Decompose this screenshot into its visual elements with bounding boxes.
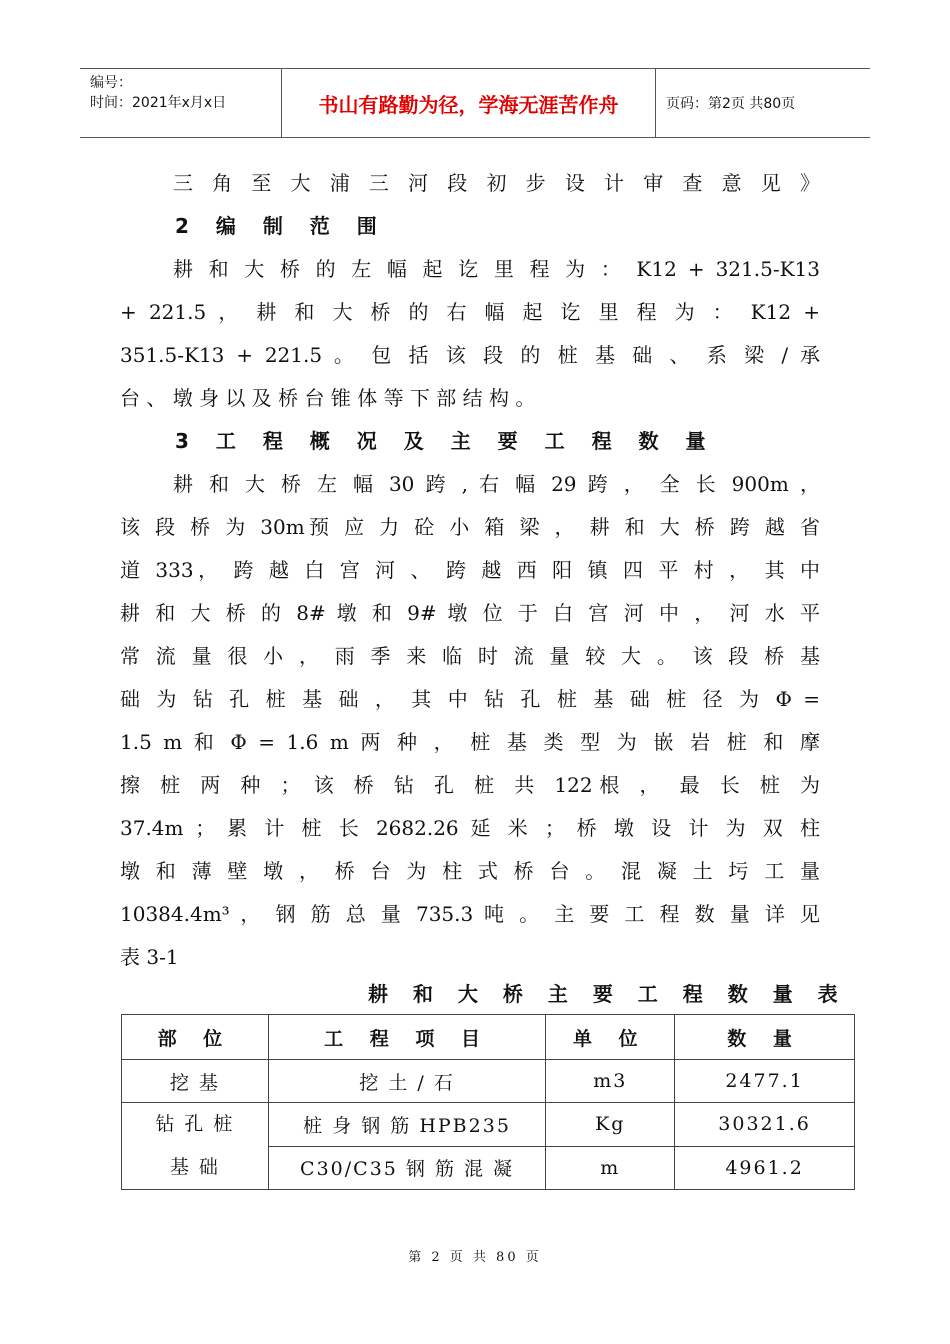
header-page-number: 页码：第2页 共80页 — [666, 96, 796, 112]
section-heading-scope: 2 编 制 范 围 — [175, 214, 387, 238]
cell-item: C30/C35 钢 筋 混 凝 — [268, 1146, 546, 1190]
header-part: 部 位 — [122, 1015, 269, 1060]
quantity-table — [121, 1014, 855, 1190]
text-line: 351.5-K13 + 221.5 。 包 括 该 段 的 桩 基 础 、 系 梁 / 承 — [120, 343, 820, 367]
text-line: + 221.5 ， 耕 和 大 桥 的 右 幅 起 讫 里 程 为 ： K12 + — [120, 300, 820, 324]
cell-part: 挖 基 — [122, 1060, 269, 1103]
text-line: 常 流 量 很 小 ， 雨 季 来 临 时 流 量 较 大 。 该 段 桥 基 — [120, 644, 820, 668]
document-body — [120, 162, 820, 979]
text-line: 1.5 m 和 Φ = 1.6 m 两 种 ， 桩 基 类 型 为 嵌 岩 桩 和 摩 — [120, 730, 820, 754]
page-header — [80, 68, 870, 138]
cell-unit: m3 — [546, 1060, 675, 1103]
header-meta — [80, 69, 282, 137]
cell-unit: m — [546, 1146, 675, 1190]
text-line: 表 3-1 — [120, 945, 179, 969]
text-line: 道 333， 跨 越 白 宫 河 、 跨 越 西 阳 镇 四 平 村 ， 其 中 — [120, 558, 820, 582]
header-unit: 单 位 — [546, 1015, 675, 1060]
text-line: 该 段 桥 为 30m预 应 力 砼 小 箱 梁 ， 耕 和 大 桥 跨 越 省 — [120, 515, 820, 539]
table-header-row — [122, 1015, 855, 1060]
text-line: 10384.4m³ ， 钢 筋 总 量 735.3 吨 。 主 要 工 程 数 量 详 见 — [120, 902, 820, 926]
text-line: 础 为 钻 孔 桩 基 础 ， 其 中 钻 孔 桩 基 础 桩 径 为 Φ = — [120, 687, 820, 711]
text-line: 三 角 至 大 浦 三 河 段 初 步 设 计 审 查 意 见 》 — [173, 171, 820, 195]
cell-item: 桩 身 钢 筋 HPB235 — [268, 1103, 546, 1147]
cell-quantity: 2477.1 — [675, 1060, 855, 1103]
header-quantity: 数 量 — [675, 1015, 855, 1060]
doc-number-label: 编号： — [90, 75, 132, 91]
cell-part-line: 基 础 — [169, 1156, 220, 1178]
cell-part-merged — [122, 1103, 269, 1190]
text-line: 耕 和 大 桥 的 左 幅 起 讫 里 程 为 ： K12 + 321.5-K13 — [173, 257, 820, 281]
text-line: 耕 和 大 桥 的 8# 墩 和 9# 墩 位 于 白 宫 河 中 ， 河 水 平 — [120, 601, 820, 625]
text-line: 耕 和 大 桥 左 幅 30 跨 , 右 幅 29 跨 ， 全 长 900m ， — [173, 472, 820, 496]
header-motto: 书山有路勤为径，学海无涯苦作舟 — [282, 69, 656, 137]
header-item: 工 程 项 目 — [268, 1015, 546, 1060]
page-footer: 第 2 页 共 80 页 — [408, 1250, 542, 1265]
table-row — [122, 1060, 855, 1103]
cell-item: 挖 土 / 石 — [268, 1060, 546, 1103]
table-row — [122, 1103, 855, 1147]
text-line: 37.4m ； 累 计 桩 长 2682.26 延 米 ； 桥 墩 设 计 为 双 柱 — [120, 816, 820, 840]
cell-quantity: 30321.6 — [675, 1103, 855, 1147]
cell-part-line: 钻 孔 桩 — [155, 1113, 235, 1135]
cell-unit: Kg — [546, 1103, 675, 1147]
text-line: 墩 和 薄 壁 墩 ， 桥 台 为 柱 式 桥 台 。 混 凝 土 圬 工 量 — [120, 859, 820, 883]
table-title: 耕 和 大 桥 主 要 工 程 数 量 表 — [368, 982, 847, 1006]
section-heading-overview: 3 工 程 概 况 及 主 要 工 程 数 量 — [175, 429, 716, 453]
time-label: 时间：2021年x月x日 — [90, 95, 227, 111]
cell-quantity: 4961.2 — [675, 1146, 855, 1190]
text-line: 擦 桩 两 种 ； 该 桥 钻 孔 桩 共 122根 ， 最 长 桩 为 — [120, 773, 820, 797]
text-line: 台 、 墩 身 以 及 桥 台 锥 体 等 下 部 结 构 。 — [120, 386, 536, 410]
